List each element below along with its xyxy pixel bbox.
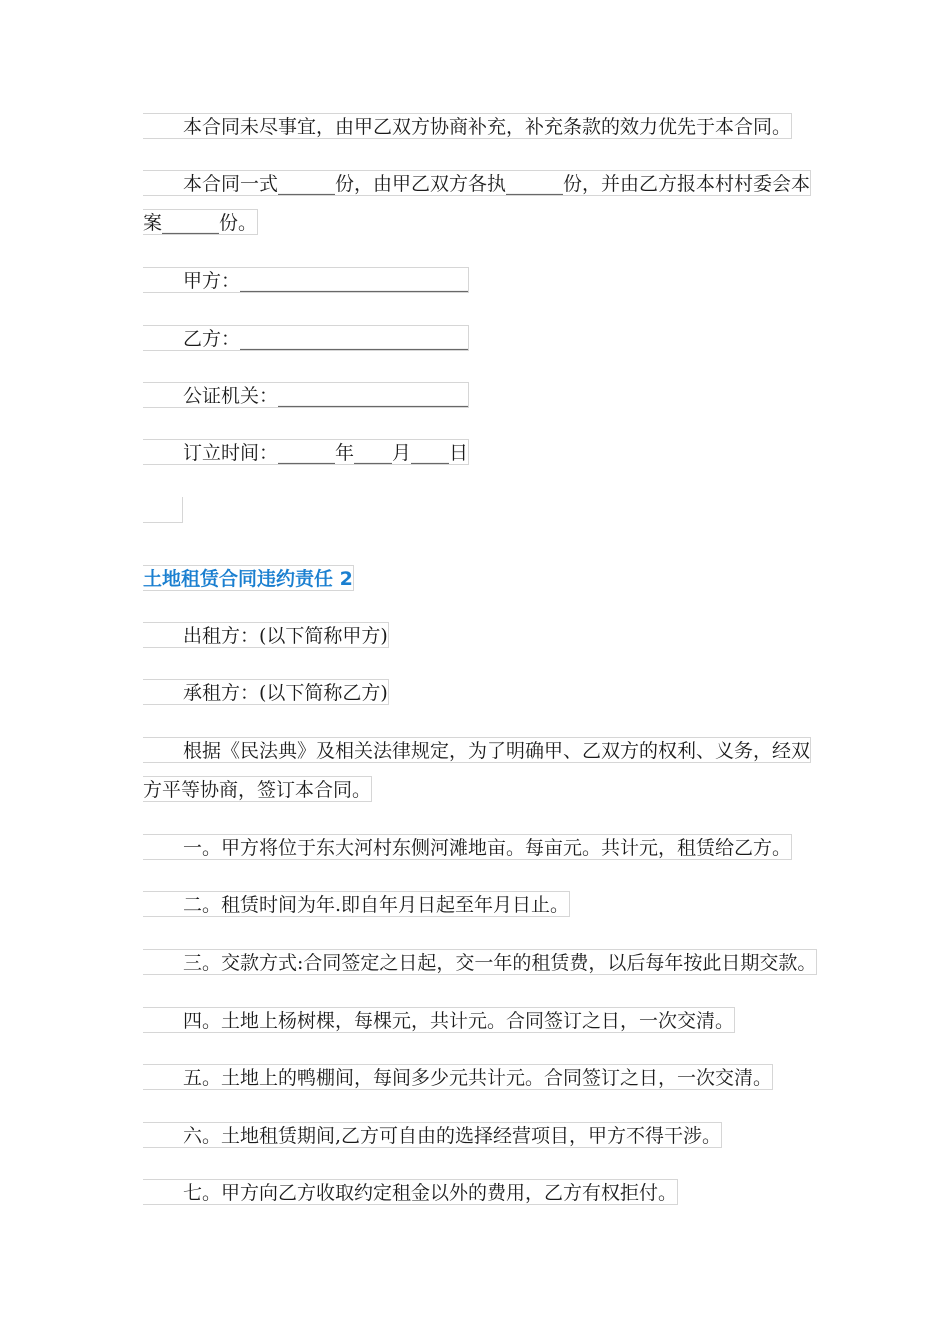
signature-notary: 公证机关：____________________ (143, 382, 469, 408)
lessor-line: 出租方：(以下简称甲方) (143, 622, 389, 648)
clause-2: 二。租赁时间为年.即自年月日起至年月日止。 (143, 891, 570, 917)
paragraph-copies-line2: 案______份。 (143, 209, 258, 235)
signing-date: 订立时间：______年____月____日 (143, 439, 469, 465)
clause-1: 一。甲方将位于东大河村东侧河滩地亩。每亩元。共计元，租赁给乙方。 (143, 834, 792, 860)
clause-5: 五。土地上的鸭棚间，每间多少元共计元。合同签订之日，一次交清。 (143, 1064, 773, 1090)
clause-7: 七。甲方向乙方收取约定租金以外的费用，乙方有权拒付。 (143, 1179, 678, 1205)
clause-3: 三。交款方式:合同签定之日起，交一年的租赁费，以后每年按此日期交款。 (143, 949, 817, 975)
section-heading: 土地租赁合同违约责任 2 (143, 565, 354, 591)
signature-party-b: 乙方：________________________ (143, 325, 469, 351)
clause-4: 四。土地上杨树棵，每棵元，共计元。合同签订之日，一次交清。 (143, 1007, 735, 1033)
signature-party-a: 甲方：________________________ (143, 267, 469, 293)
clause-6: 六。土地租赁期间,乙方可自由的选择经营项目，甲方不得干涉。 (143, 1122, 722, 1148)
paragraph-copies-line1: 本合同一式______份，由甲乙双方各执______份，并由乙方报本村村委会本 (143, 170, 811, 196)
intro-line2: 方平等协商，签订本合同。 (143, 776, 372, 802)
empty-cell (143, 497, 183, 523)
paragraph-supplement: 本合同未尽事宜，由甲乙双方协商补充，补充条款的效力优先于本合同。 (143, 113, 792, 139)
lessee-line: 承租方：(以下简称乙方) (143, 679, 389, 705)
intro-line1: 根据《民法典》及相关法律规定，为了明确甲、乙双方的权利、义务，经双 (143, 737, 811, 763)
